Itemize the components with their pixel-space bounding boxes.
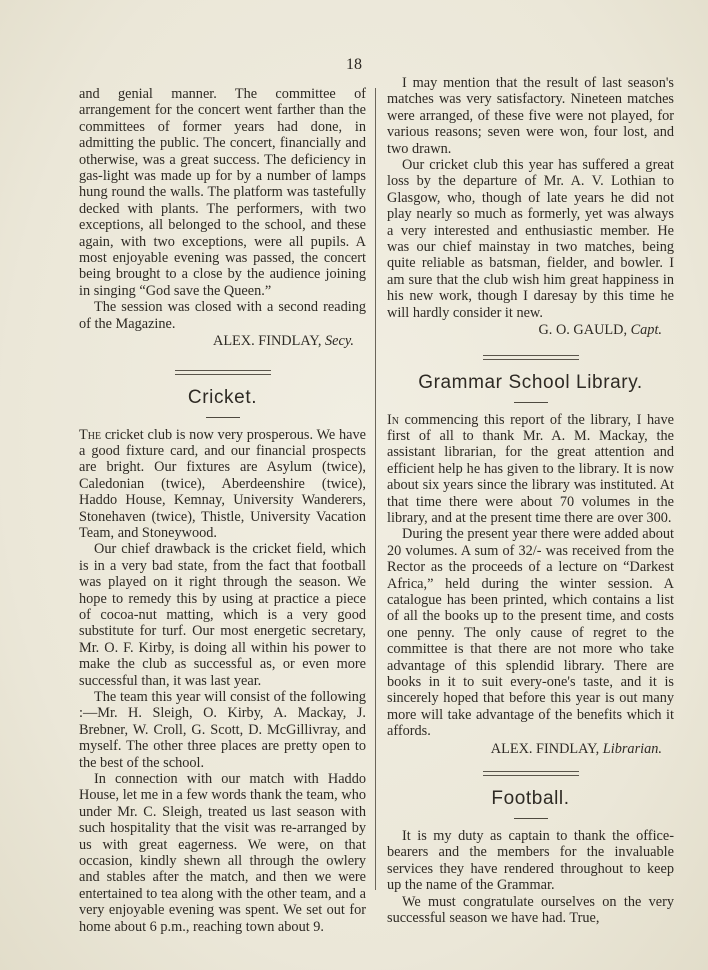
captain-signature: [387, 322, 674, 338]
signature-title: Capt.: [630, 322, 662, 339]
page-number: 18: [346, 56, 362, 73]
library-paragraph-2: During the present year there were added about 20 volumes. A sum of 32/- was received from the Rector as the proceeds of a lecture on “Darkest Africa,” held during the winter session. A catalogue has been printed, which contains a list of all the books up to the present time, and costs one penny. The only cause of regret to the committee is that there are not more who take advantage of this splendid library. There are books in it to suit every-one's taste, and it is sincerely hoped that before this year is out many more will take advantage of the benefits which it affords.: [387, 526, 674, 740]
heading-underline: [514, 818, 548, 819]
column-divider: [375, 88, 376, 890]
cricket-paragraph-3: The team this year will consist of the following :—Mr. H. Sleigh, O. Kirby, A. Mackay, J. Brebner, W. Croll, G. Scott, D. McGillivray, and myself. The other three places are pretty open to the best of the school.: [79, 689, 366, 771]
section-double-rule: [175, 370, 271, 375]
right-column: [387, 75, 674, 926]
cricket-lead-word: The: [79, 426, 102, 443]
concert-paragraph: and genial manner. The committee of arrangement for the concert went farther than the committees of former years had done, in admitting the public. The concert, financially and otherwise, was a great success. The deficiency in gas-light was made up for by a number of lamps hung round the walls. The platform was tastefully decked with plants. The performers, with two exceptions, all belonged to the school, and these again, with two exceptions, were all pupils. A most enjoyable evening was passed, the concert being brought to a close by the audience joining in singing “God save the Queen.”: [79, 86, 366, 299]
cricket-paragraph-1: [79, 427, 366, 542]
heading-underline: [206, 417, 240, 418]
library-paragraph-1: [387, 412, 674, 527]
signature-title: Secy.: [325, 333, 354, 350]
football-paragraph-1: It is my duty as captain to thank the office-bearers and the members for the invaluable services they have rendered throughout to keep up the name of the Grammar.: [387, 828, 674, 894]
cricket-paragraph-4: In connection with our match with Haddo House, let me in a few words thank the team, who under Mr. C. Sleigh, treated us last season with such hospitality that the visit was re-arranged by us with great eagerness. We were, on that occasion, kindly shewn all through the owlery and stables after the match, and then we were entertained to tea along with the other team, and a very enjoyable evening was spent. We set out for home about 6 p.m., reaching town about 9.: [79, 771, 366, 935]
signature-title: Librarian.: [602, 740, 662, 757]
signature-name: ALEX. FINDLAY,: [213, 333, 322, 350]
library-lead-word: In: [387, 411, 399, 428]
section-double-rule: [483, 771, 579, 776]
cricket-heading: Cricket.: [187, 386, 258, 408]
left-column: [79, 86, 366, 935]
cricket-paragraph-2: Our chief drawback is the cricket field, which is in a very bad state, from the fact that football was played on it right through the season. We hope to remedy this by using at practice a piece of cocoa-nut matting, which is a very good substitute for turf. Our most energetic secretary, Mr. O. F. Kirby, is doing all within his power to make the club as successful as, or even more successful than, it was last year.: [79, 541, 366, 689]
cricket-paragraph-1-text: cricket club is now very prosperous. We have a good fixture card, and our financial prospects are bright. Our fixtures are Asylum (twice), Caledonian (twice), Aberdeenshire (twice), Haddo House, Kemnay, University Wanderers, Stonehaven (twice), Thistle, University Vacation Team, and Stoneywood.: [79, 426, 366, 541]
librarian-signature: [387, 741, 674, 757]
signature-name: G. O. GAULD,: [538, 322, 628, 339]
library-heading: Grammar School Library.: [418, 371, 643, 393]
football-paragraph-2: We must congratulate ourselves on the very successful season we have had. True,: [387, 893, 674, 927]
library-paragraph-1-text: commencing this report of the library, I have first of all to thank Mr. A. M. Mackay, the assistant librarian, for the great attention and efficient help he has given to the library. It is now about six years since the library was instituted. At that time there were about 70 volumes in the library, and at the present time there are over 300.: [387, 411, 674, 526]
heading-underline: [514, 402, 548, 403]
cricket-paragraph-5: I may mention that the result of last season's matches was very satisfactory. Nineteen matches were arranged, of these five were not played, for various reasons; seven were won, four lost, and two drawn.: [387, 75, 674, 157]
football-heading: Football.: [491, 788, 570, 810]
session-closing-paragraph: The session was closed with a second reading of the Magazine.: [79, 299, 366, 332]
cricket-paragraph-6: Our cricket club this year has suffered a great loss by the departure of Mr. A. V. Lothian to Glasgow, who, though of late years he did not play nearly so much as formerly, yet was always a very interested and enthusiastic member. He was our chief mainstay in two matches, being quite reliable as batsman, fielder, and bowler. I am sure that the club wish him great happiness in his new work, though I daresay by this time he will hardly consider it new.: [387, 157, 674, 321]
secretary-signature: [79, 333, 366, 349]
signature-name: ALEX. FINDLAY,: [490, 740, 600, 757]
section-double-rule: [483, 355, 579, 360]
